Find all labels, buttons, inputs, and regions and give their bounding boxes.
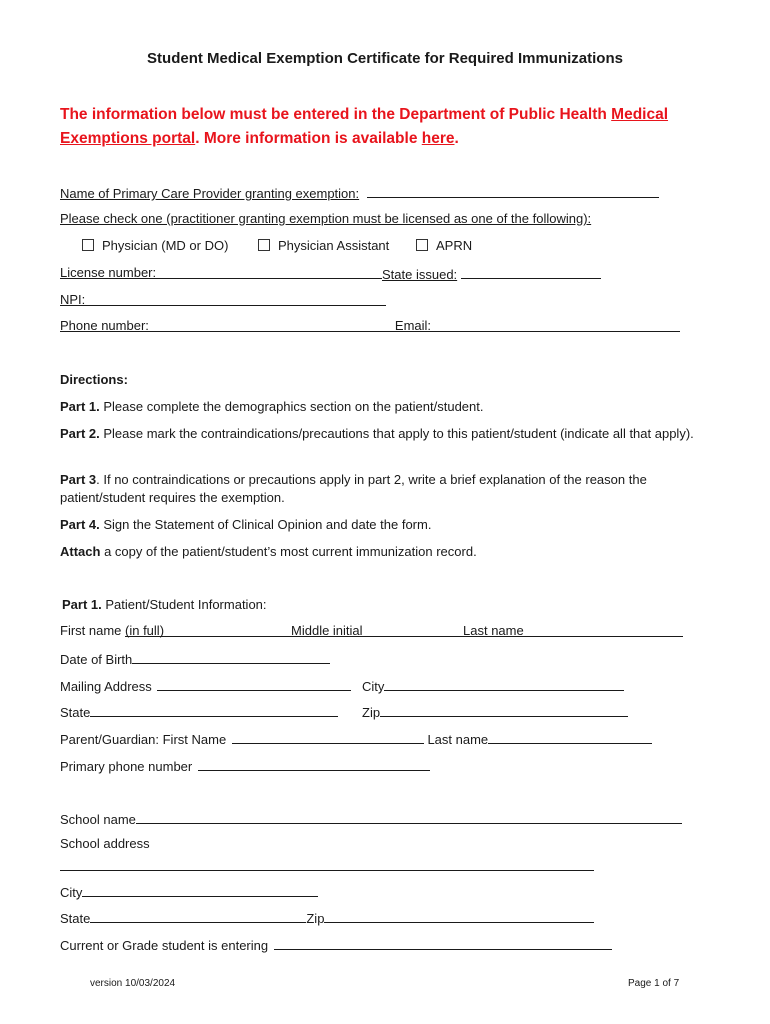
guardian-last-name-field[interactable] — [488, 730, 652, 744]
notice-text-end: . — [454, 130, 459, 147]
school-name-row — [60, 810, 682, 827]
part1-label: Part 1. — [60, 399, 100, 414]
check-one-label: Please check one (practitioner granting exemption must be licensed as one of the following): — [60, 211, 592, 226]
dob-row — [60, 650, 330, 667]
zip-label: Zip — [362, 705, 381, 720]
phone-row — [60, 318, 680, 333]
option-pa-label: Physician Assistant — [278, 238, 390, 253]
direction-part4 — [60, 516, 710, 534]
license-number-label: License number: — [60, 265, 157, 280]
option-aprn-label: APRN — [436, 238, 473, 253]
notice-text-before: The information below must be entered in the Department of Public Health — [60, 106, 612, 123]
checkbox-icon[interactable] — [82, 239, 94, 251]
page-title: Student Medical Exemption Certificate for Required Immunizations — [147, 50, 623, 67]
npi-label: NPI: — [60, 292, 86, 307]
grade-label: Current or Grade student is entering — [60, 938, 269, 953]
direction-part3 — [60, 471, 710, 507]
first-name-field[interactable] — [125, 623, 291, 637]
guardian-first-name-field[interactable] — [232, 730, 424, 744]
option-aprn[interactable] — [416, 238, 472, 253]
grade-field[interactable] — [274, 936, 612, 950]
state-row — [60, 703, 338, 720]
guardian-first-name-label: Parent/Guardian: First Name — [60, 732, 227, 747]
city-field[interactable] — [384, 677, 624, 691]
part2-label: Part 2. — [60, 426, 100, 441]
direction-attach — [60, 543, 710, 561]
city-row — [362, 677, 624, 694]
last-name-label: Last name — [463, 623, 524, 638]
attach-label: Attach — [60, 544, 101, 559]
license-number-field[interactable] — [60, 265, 382, 279]
primary-phone-field[interactable] — [198, 757, 430, 771]
middle-initial-field[interactable] — [291, 623, 463, 637]
part2-text: Please mark the contraindications/precautions that apply to this patient/student (indicate all that apply). — [99, 426, 694, 441]
school-zip-label: Zip — [306, 911, 325, 926]
medical-exemptions-portal-link[interactable]: Medical Exemptions portal — [60, 106, 669, 147]
city-label: City — [362, 679, 385, 694]
notice-text-middle: . More information is available — [195, 130, 422, 147]
guardian-row — [60, 730, 652, 747]
primary-phone-row — [60, 757, 430, 774]
part3-text: . If no contraindications or precautions apply in part 2, write a brief explanation of the reason the patient/student requires the exemption. — [60, 472, 647, 505]
school-state-label: State — [60, 911, 91, 926]
last-name-field[interactable] — [463, 623, 683, 637]
school-address-label: School address — [60, 836, 150, 851]
phone-email-field[interactable] — [60, 318, 680, 332]
state-label: State — [60, 705, 91, 720]
directions-heading: Directions: — [60, 372, 128, 387]
checkbox-icon[interactable] — [258, 239, 270, 251]
guardian-last-name-label: Last name — [427, 732, 489, 747]
part4-text: Sign the Statement of Clinical Opinion and date the form. — [99, 517, 432, 532]
state-field[interactable] — [90, 703, 338, 717]
mailing-row — [60, 677, 351, 694]
npi-field[interactable] — [60, 292, 386, 306]
school-name-field[interactable] — [136, 810, 682, 824]
phone-number-label: Phone number: — [60, 318, 149, 333]
school-city-label: City — [60, 885, 83, 900]
page-number: Page 1 of 7 — [628, 978, 680, 989]
zip-row — [362, 703, 628, 720]
first-name-label: First name — [60, 623, 126, 638]
portal-notice — [60, 103, 710, 151]
version-footer: version 10/03/2024 — [90, 978, 176, 989]
provider-name-row — [60, 184, 659, 201]
dob-label: Date of Birth — [60, 652, 133, 667]
dob-field[interactable] — [132, 650, 330, 664]
school-city-field[interactable] — [82, 883, 318, 897]
option-physician-assistant[interactable] — [258, 238, 389, 253]
school-zip-field[interactable] — [324, 909, 594, 923]
direction-part1 — [60, 398, 710, 416]
direction-part2 — [60, 425, 710, 443]
part1-text: Please complete the demographics section on the patient/student. — [99, 399, 484, 414]
more-info-here-link[interactable]: here — [421, 130, 455, 147]
option-physician[interactable] — [82, 238, 228, 253]
middle-initial-label: Middle initial — [291, 623, 363, 638]
zip-field[interactable] — [380, 703, 628, 717]
license-row — [60, 265, 382, 280]
grade-row — [60, 936, 612, 953]
name-row — [60, 623, 683, 638]
checkbox-icon[interactable] — [416, 239, 428, 251]
school-city-row — [60, 883, 318, 900]
school-state-zip-row — [60, 909, 594, 926]
part3-label: Part 3 — [60, 472, 97, 487]
primary-phone-label: Primary phone number — [60, 759, 193, 774]
provider-name-field[interactable] — [367, 184, 659, 198]
option-physician-label: Physician (MD or DO) — [102, 238, 229, 253]
school-address-row — [60, 857, 594, 874]
school-name-label: School name — [60, 812, 136, 827]
mailing-address-field[interactable] — [157, 677, 351, 691]
first-name-suffix: (in full) — [125, 623, 165, 638]
part1-heading-label: Part 1. — [62, 597, 102, 612]
provider-name-label: Name of Primary Care Provider granting exemption: — [60, 186, 360, 201]
state-issued-row — [382, 265, 601, 282]
part1-heading-text: Patient/Student Information: — [101, 597, 267, 612]
part4-label: Part 4. — [60, 517, 100, 532]
email-label: Email: — [394, 318, 432, 333]
state-issued-field[interactable] — [461, 265, 601, 279]
mailing-address-label: Mailing Address — [60, 679, 152, 694]
npi-row — [60, 292, 386, 307]
attach-text: a copy of the patient/student’s most current immunization record. — [100, 544, 477, 559]
school-state-field[interactable] — [90, 909, 306, 923]
state-issued-label: State issued: — [382, 267, 458, 282]
part1-heading — [62, 597, 267, 612]
school-address-field[interactable] — [60, 857, 594, 871]
